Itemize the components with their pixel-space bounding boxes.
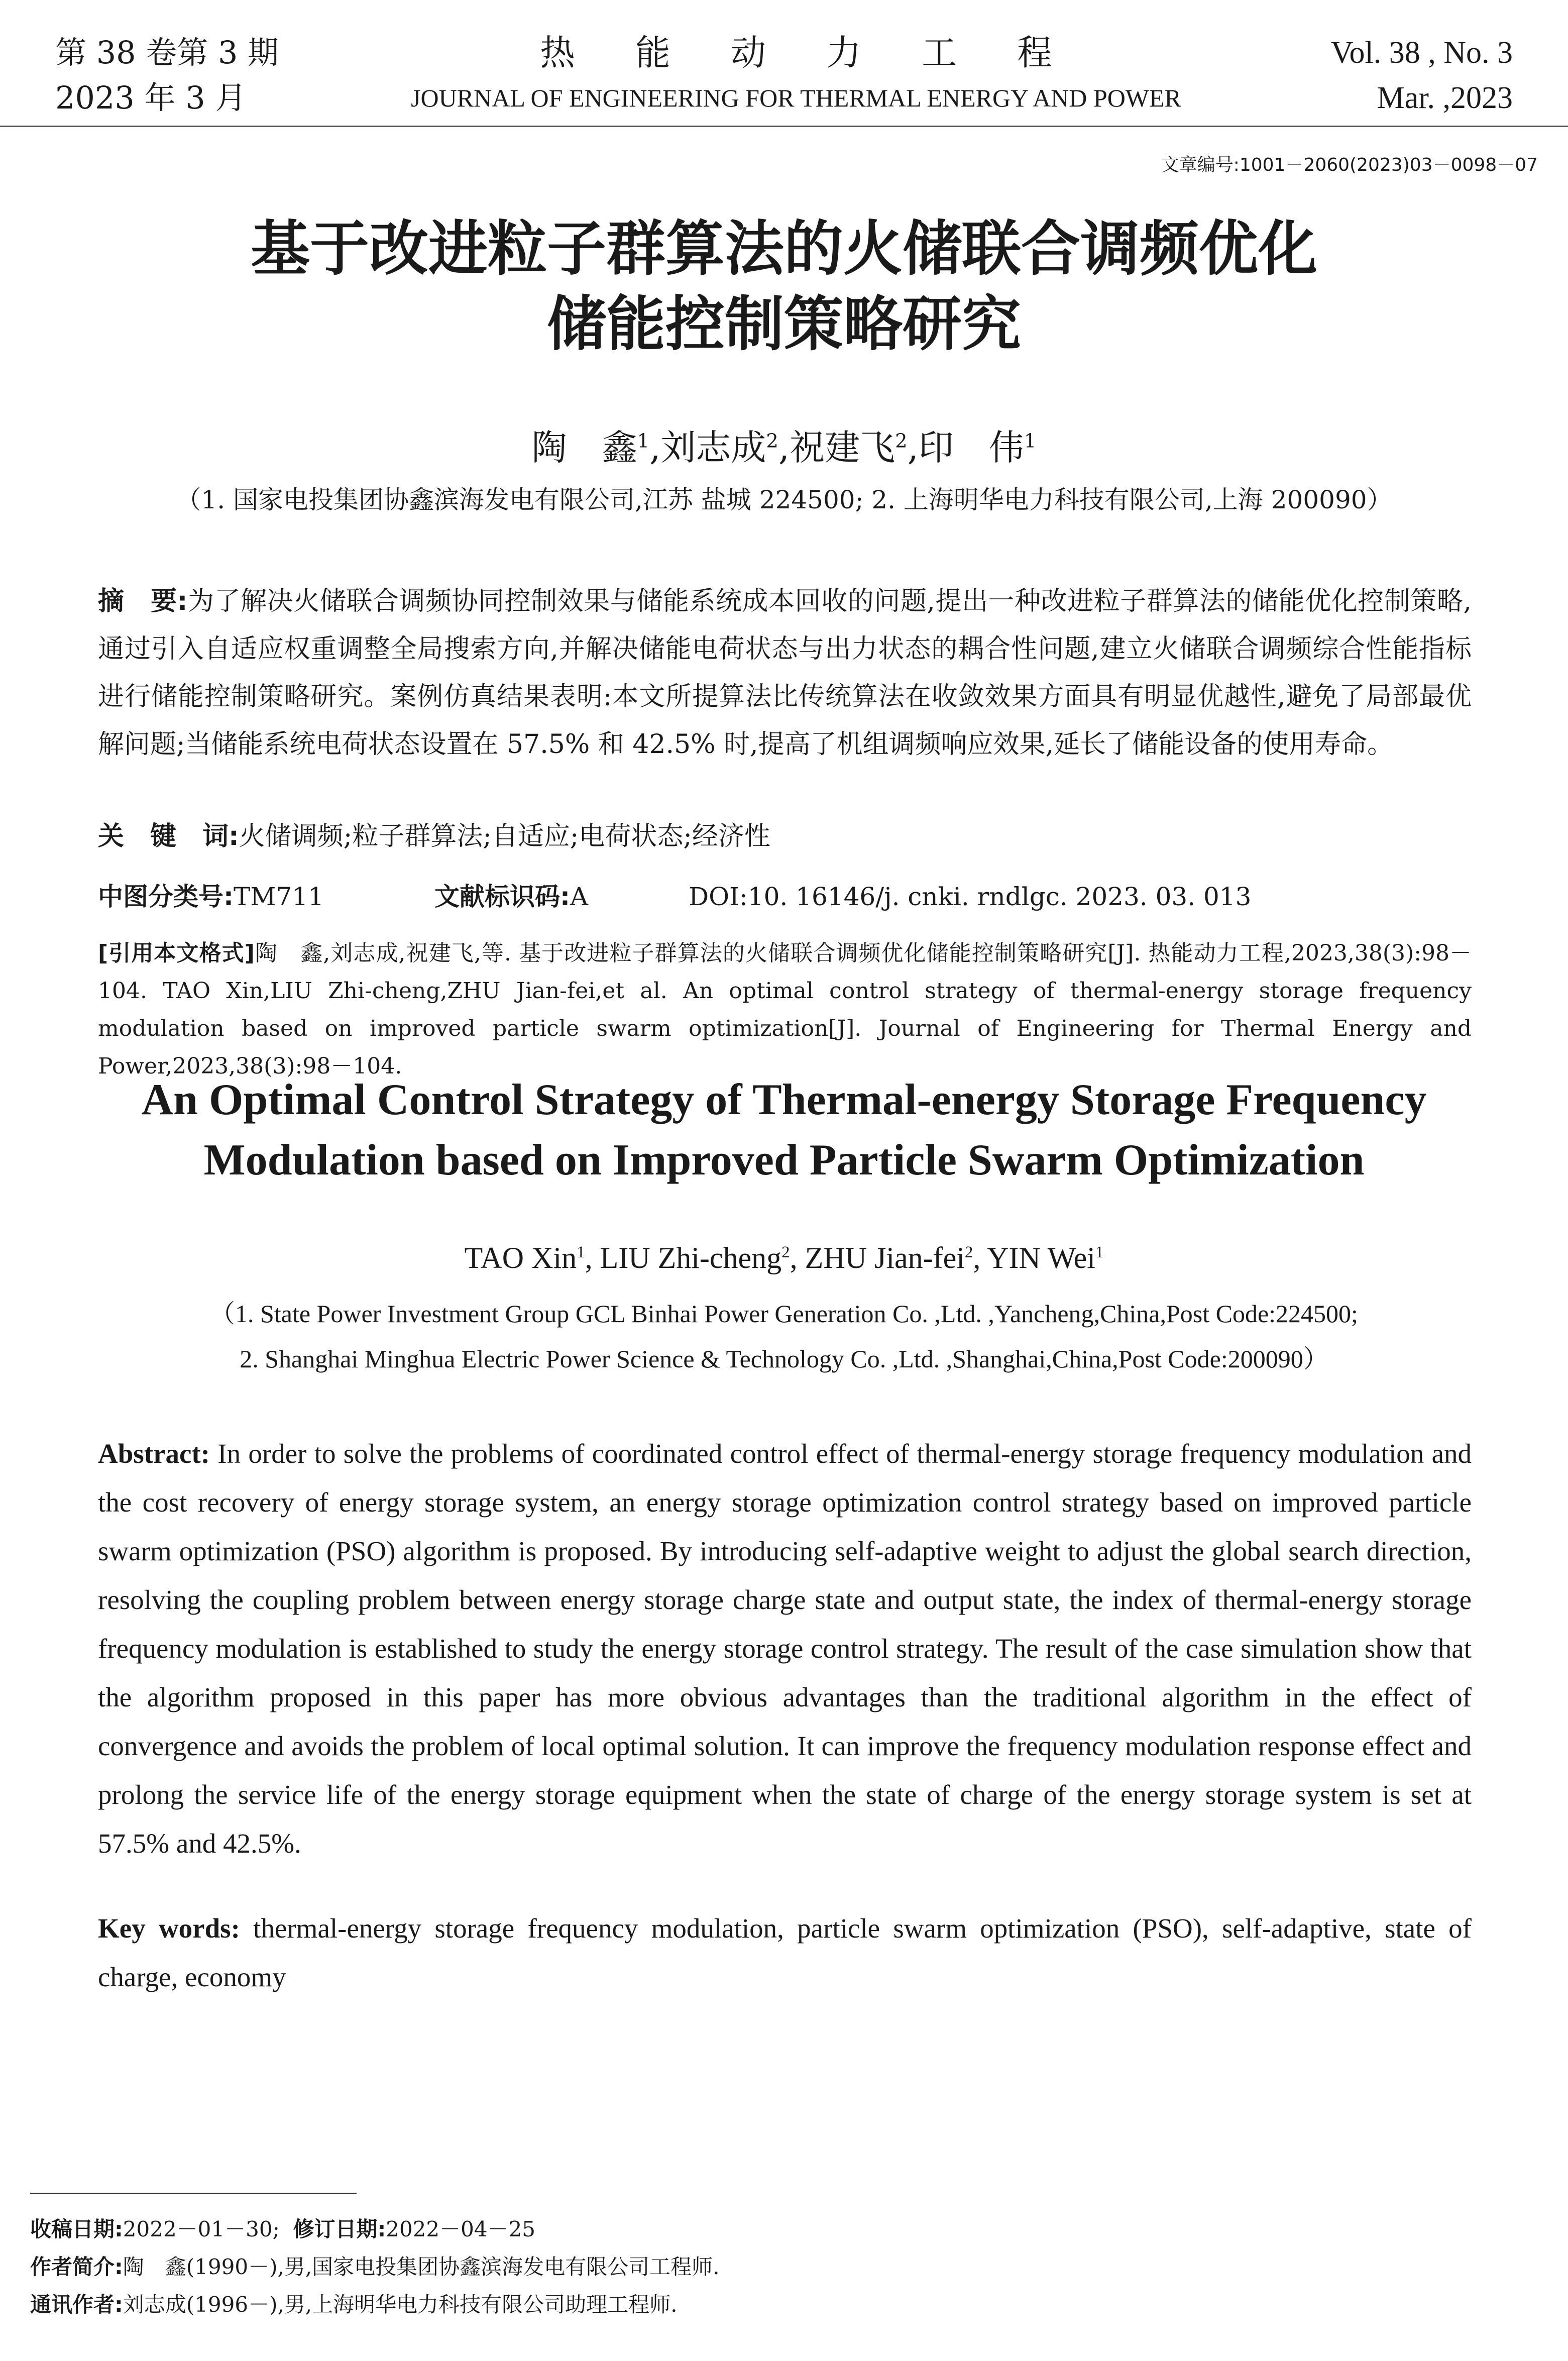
affiliation-en	[0, 1291, 1568, 1381]
doc-code-value: A	[570, 882, 589, 911]
citation-label: [引用本文格式]	[98, 940, 255, 966]
journal-name	[382, 30, 1210, 116]
received-label: 收稿日期:	[30, 2217, 123, 2241]
keywords-en-text: thermal-energy storage frequency modulation, particle swarm optimization (PSO), self-adaptive, state of charge, economy	[98, 1913, 1472, 1992]
affiliation-cn: （1. 国家电投集团协鑫滨海发电有限公司,江苏 盐城 224500; 2. 上海明华电力科技有限公司,上海 200090）	[176, 485, 1392, 514]
author-name: ,印 伟	[907, 427, 1024, 468]
citation-format	[98, 934, 1472, 1085]
footnote-dates	[30, 2210, 535, 2248]
authors-cn	[0, 419, 1568, 470]
affiliation-mark: 1	[1024, 430, 1037, 453]
revised-label: 修订日期:	[293, 2217, 386, 2241]
affiliation-mark: 2	[964, 1243, 973, 1261]
abstract-cn	[98, 578, 1472, 769]
affiliation-mark: 2	[766, 430, 778, 453]
affiliation-mark: 1	[577, 1243, 585, 1261]
abstract-en-label: Abstract:	[98, 1438, 210, 1469]
received-date: 2022－01－30;	[123, 2217, 280, 2241]
affiliation-mark: 1	[1095, 1243, 1104, 1261]
keywords-en	[98, 1904, 1472, 2001]
journal-name-en: JOURNAL OF ENGINEERING FOR THERMAL ENERGY AND POWER	[411, 84, 1181, 112]
author-name: ,刘志成	[649, 427, 766, 468]
issue-date-en: Mar. ,2023	[1377, 81, 1513, 115]
affiliation-en-line2: 2. Shanghai Minghua Electric Power Science & Technology Co. ,Ltd. ,Shanghai,China,Post Code:200090）	[240, 1345, 1328, 1373]
title-cn-line1: 基于改进粒子群算法的火储联合调频优化	[250, 214, 1317, 283]
volume-issue-en: Vol. 38 , No. 3	[1330, 36, 1513, 70]
journal-name-cn: 热能动力工程	[540, 32, 1112, 73]
keywords-en-label: Key words:	[98, 1913, 240, 1944]
keywords-cn-text: 火储调频;粒子群算法;自适应;电荷状态;经济性	[239, 821, 770, 851]
abstract-en-text: In order to solve the problems of coordinated control effect of thermal-energy storage frequency modulation and the cost recovery of energy storage system, an energy storage optimization control strategy based on improved particle swarm optimization (PSO) algorithm is proposed. By introducing self-adaptive weight to adjust the global search direction, resolving the coupling problem between energy storage charge state and output state, the index of thermal-energy storage frequency modulation is established to study the energy storage control strategy. The result of the case simulation show that the algorithm proposed in this paper has more obvious advantages than the traditional algorithm in the effect of convergence and avoids the problem of local optimal solution. It can improve the frequency modulation response effect and prolong the service life of the energy storage equipment when the state of charge of the energy storage system is set at 57.5% and 42.5%.	[98, 1438, 1472, 1859]
title-en	[0, 1070, 1568, 1191]
author-name: 陶 鑫	[531, 427, 637, 468]
author-name-en: , YIN Wei	[973, 1241, 1095, 1274]
header-rule	[0, 126, 1568, 127]
citation-text: 陶 鑫,刘志成,祝建飞,等. 基于改进粒子群算法的火储联合调频优化储能控制策略研究[J]. 热能动力工程,2023,38(3):98－104. TAO Xin,LIU Zhi-cheng,ZHU Jian-fei,et al. An optimal control strategy of thermal-energy storage frequency modulation based on improved particle swarm optimization[J]. Journal of Engineering for Thermal Energy and Power,2023,38(3):98－104.	[98, 940, 1472, 1079]
footnote-author	[30, 2248, 720, 2286]
keywords-cn	[98, 814, 1472, 859]
authors-en	[0, 1241, 1568, 1275]
author-name-en: TAO Xin	[464, 1241, 577, 1274]
affiliation-mark: 1	[637, 430, 650, 453]
footnote-rule	[30, 2193, 357, 2194]
classification-line	[98, 874, 1472, 919]
abstract-cn-label: 摘 要:	[98, 586, 188, 616]
clc-label: 中图分类号:	[98, 882, 234, 911]
footnote-corresponding	[30, 2286, 678, 2323]
doc-code-label: 文献标识码:	[434, 882, 570, 911]
title-cn-line2: 储能控制策略研究	[546, 289, 1021, 359]
keywords-cn-label: 关 键 词:	[98, 821, 239, 851]
volume-issue: 第 38 卷第 3 期	[55, 34, 279, 71]
title-en-line1: An Optimal Control Strategy of Thermal-energy Storage Frequency	[141, 1076, 1427, 1124]
author-name: ,祝建飞	[778, 427, 895, 468]
doi: DOI:10. 16146/j. cnki. rndlgc. 2023. 03. 013	[689, 882, 1252, 911]
author-name-en: , LIU Zhi-cheng	[585, 1241, 782, 1274]
abstract-cn-text: 为了解决火储联合调频协同控制效果与储能系统成本回收的问题,提出一种改进粒子群算法的储能优化控制策略,通过引入自适应权重调整全局搜索方向,并解决储能电荷状态与出力状态的耦合性问题,建立火储联合调频综合性能指标进行储能控制策略研究。案例仿真结果表明:本文所提算法比传统算法在收敛效果方面具有明显优越性,避免了局部最优解问题;当储能系统电荷状态设置在 57.5% 和 42.5% 时,提高了机组调频响应效果,延长了储能设备的使用寿命。	[98, 586, 1472, 760]
corresponding-label: 通讯作者:	[30, 2292, 123, 2317]
revised-date: 2022－04－25	[386, 2217, 536, 2241]
author-bio: 陶 鑫(1990－),男,国家电投集团协鑫滨海发电有限公司工程师.	[123, 2255, 720, 2279]
issue-info	[55, 30, 279, 121]
affiliation-en-line1: （1. State Power Investment Group GCL Binhai Power Generation Co. ,Ltd. ,Yancheng,China,Post Code:224500;	[210, 1300, 1358, 1328]
issue-date: 2023 年 3 月	[55, 79, 247, 116]
clc-value: TM711	[234, 882, 324, 911]
author-name-en: , ZHU Jian-fei	[790, 1241, 965, 1274]
corresponding-author: 刘志成(1996－),男,上海明华电力科技有限公司助理工程师.	[123, 2292, 678, 2317]
affiliation-mark: 2	[895, 430, 908, 453]
title-cn	[0, 211, 1568, 362]
issue-info-en	[1331, 30, 1513, 121]
article-number: 文章编号:1001－2060(2023)03－0098－07	[1161, 155, 1538, 175]
abstract-en	[98, 1429, 1472, 1868]
author-bio-label: 作者简介:	[30, 2255, 123, 2279]
title-en-line2: Modulation based on Improved Particle Swarm Optimization	[203, 1136, 1365, 1185]
affiliation-mark: 2	[781, 1243, 790, 1261]
